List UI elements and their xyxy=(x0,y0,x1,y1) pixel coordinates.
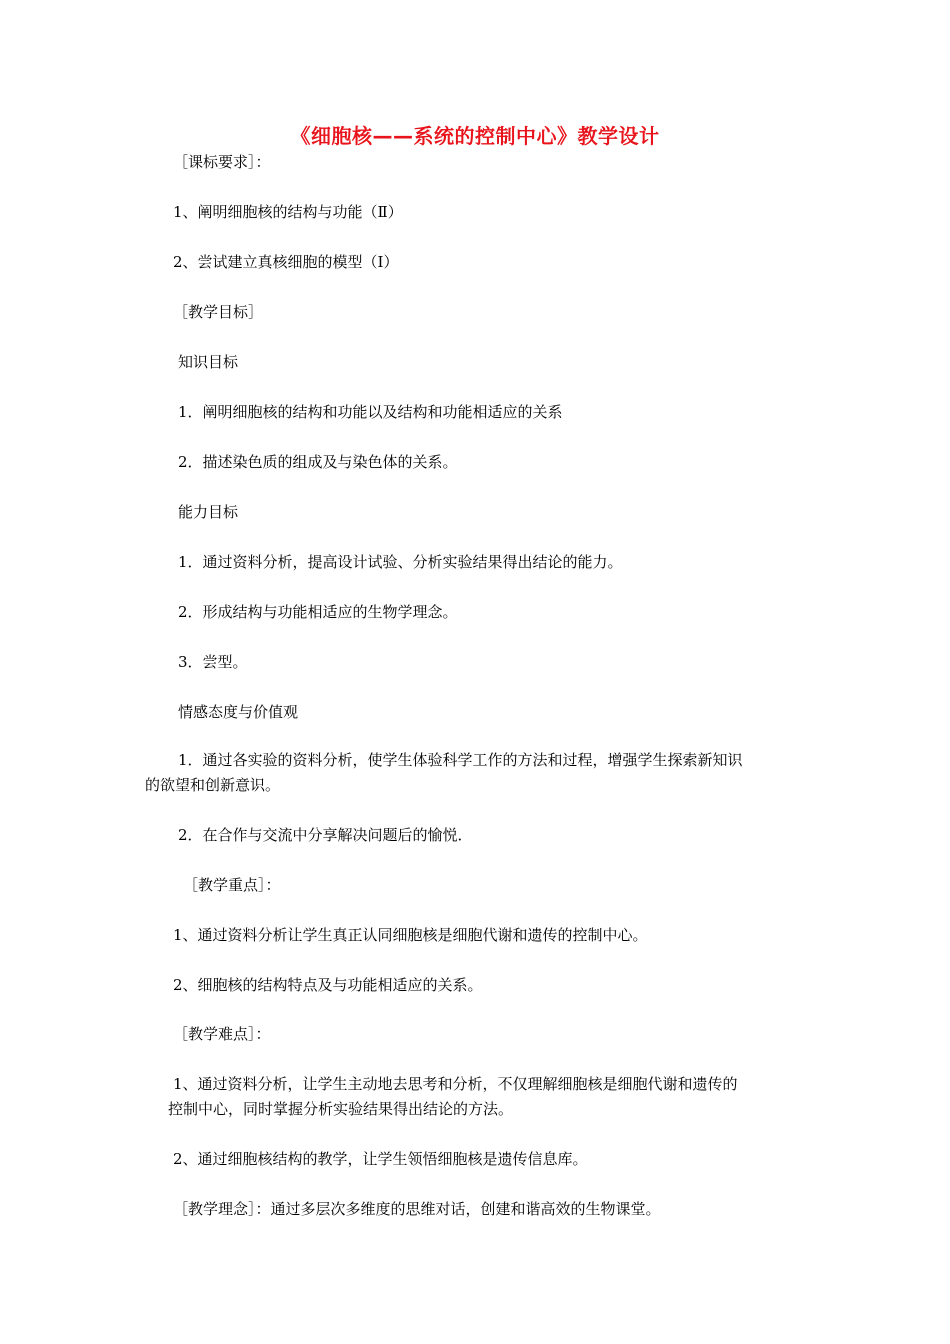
ability-goal-2: 2．形成结构与功能相适应的生物学理念。 xyxy=(178,603,458,621)
teaching-goals-heading: ［教学目标］ xyxy=(173,303,264,321)
difficulty-1-line-2: 控制中心，同时掌握分析实验结果得出结论的方法。 xyxy=(168,1100,514,1118)
ability-goal-1: 1．通过资料分析，提高设计试验、分析实验结果得出结论的能力。 xyxy=(178,553,623,571)
difficulty-1-line-1: 1、通过资料分析，让学生主动地去思考和分析，不仅理解细胞核是细胞代谢和遗传的 xyxy=(173,1075,738,1093)
teaching-focus-1: 1、通过资料分析让学生真正认同细胞核是细胞代谢和遗传的控制中心。 xyxy=(173,926,648,944)
document-title: 《细胞核——系统的控制中心》教学设计 xyxy=(290,124,660,148)
curriculum-requirements-heading: ［课标要求］： xyxy=(173,153,271,171)
attitude-goal-2: 2．在合作与交流中分享解决问题后的愉悦． xyxy=(178,826,473,844)
requirement-item-1: 1、阐明细胞核的结构与功能（Ⅱ） xyxy=(173,203,403,221)
knowledge-goals-subheading: 知识目标 xyxy=(178,353,239,371)
teaching-difficulties-heading: ［教学难点］： xyxy=(173,1025,271,1043)
difficulty-2: 2、通过细胞核结构的教学，让学生领悟细胞核是遗传信息库。 xyxy=(173,1150,588,1168)
teaching-focus-heading: ［教学重点］： xyxy=(183,876,281,894)
teaching-focus-2: 2、细胞核的结构特点及与功能相适应的关系。 xyxy=(173,976,483,994)
attitude-goals-subheading: 情感态度与价值观 xyxy=(178,703,299,721)
knowledge-goal-1: 1．阐明细胞核的结构和功能以及结构和功能相适应的关系 xyxy=(178,403,563,421)
teaching-philosophy: ［教学理念］：通过多层次多维度的思维对话，创建和谐高效的生物课堂。 xyxy=(173,1200,661,1218)
requirement-item-2: 2、尝试建立真核细胞的模型（Ⅰ） xyxy=(173,253,399,271)
attitude-goal-1-line-1: 1．通过各实验的资料分析，使学生体验科学工作的方法和过程，增强学生探索新知识 xyxy=(178,751,743,769)
knowledge-goal-2: 2．描述染色质的组成及与染色体的关系。 xyxy=(178,453,458,471)
ability-goals-subheading: 能力目标 xyxy=(178,503,239,521)
ability-goal-3: 3．尝型。 xyxy=(178,653,248,671)
attitude-goal-1-line-2: 的欲望和创新意识。 xyxy=(145,776,281,794)
